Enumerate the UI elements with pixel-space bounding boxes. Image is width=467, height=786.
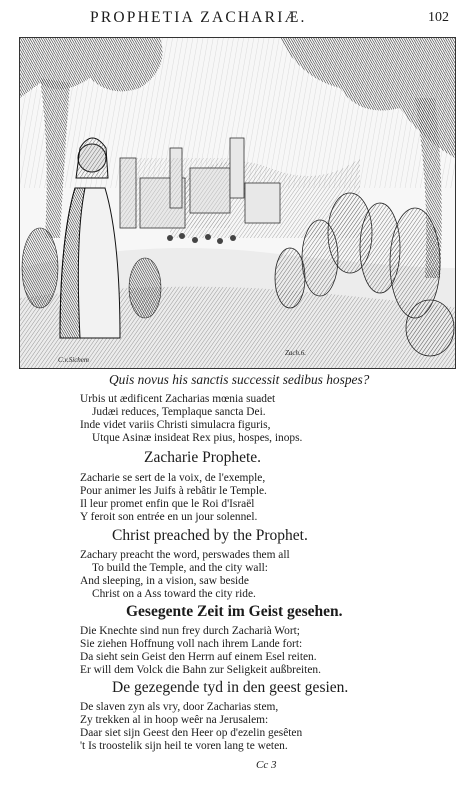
german-title: Gesegente Zeit im Geist gesehen. <box>126 603 343 620</box>
verse-line: Y feroit son entrée en un jour solennel. <box>80 511 258 523</box>
page-number: 102 <box>428 10 449 25</box>
verse-line: Die Knechte sind nun frey durch Zacharià Wort; <box>80 625 300 637</box>
scripture-reference: Zach.6. <box>285 349 306 357</box>
verse-line: Zy trekken al in hoop weêr na Jerusalem: <box>80 714 269 726</box>
page-header <box>0 9 467 31</box>
verse-line: Sie ziehen Hoffnung voll nach ihrem Lande fort: <box>80 638 303 650</box>
engraving-scene <box>20 38 455 368</box>
french-title: Zacharie Prophete. <box>144 449 262 466</box>
dutch-title: De gezegende tyd in den geest gesien. <box>112 679 349 696</box>
verse-line: Urbis ut ædificent Zacharias mœnia suadet <box>80 393 276 405</box>
verse-line: Da sieht sein Geist den Herrn auf einem Esel reiten. <box>80 651 317 663</box>
verse-line: Daar siet sijn Geest den Heer op d'ezelin gesêten <box>80 727 303 739</box>
engraving-illustration <box>19 37 456 369</box>
verse-line: Inde videt variis Christi simulacra figuris, <box>80 419 271 431</box>
verse-line: Er will dem Volck die Bahn zur Seligkeit außbreiten. <box>80 664 321 676</box>
verse-line: Il leur promet enfin que le Roi d'Israël <box>80 498 255 510</box>
verse-line: Pour animer les Juifs à rebâtir le Temple. <box>80 485 267 497</box>
verse-line: 't Is troostelik sijn heil te voren lang te weten. <box>80 740 288 752</box>
verse-line: Christ on a Ass toward the city ride. <box>92 588 256 600</box>
engraver-signature: C.v.Sichem <box>58 356 89 364</box>
verse-line: Utque Asinæ insideat Rex pius, hospes, inops. <box>92 432 303 444</box>
motto-line: Quis novus his sanctis successit sedibus hospes? <box>109 372 370 387</box>
english-title: Christ preached by the Prophet. <box>112 527 308 544</box>
verse-line: And sleeping, in a vision, saw beside <box>80 575 249 587</box>
verse-line: Judæi reduces, Templaque sancta Dei. <box>92 406 266 418</box>
running-title: PROPHETIA ZACHARIÆ. <box>90 9 307 26</box>
verse-line: To build the Temple, and the city wall: <box>92 562 268 574</box>
verse-line: De slaven zyn als vry, door Zacharias stem, <box>80 701 279 713</box>
verse-line: Zachary preacht the word, perswades them all <box>80 549 290 561</box>
verse-line: Zacharie se sert de la voix, de l'exemple, <box>80 472 266 484</box>
catchword: Cc 3 <box>256 759 277 771</box>
